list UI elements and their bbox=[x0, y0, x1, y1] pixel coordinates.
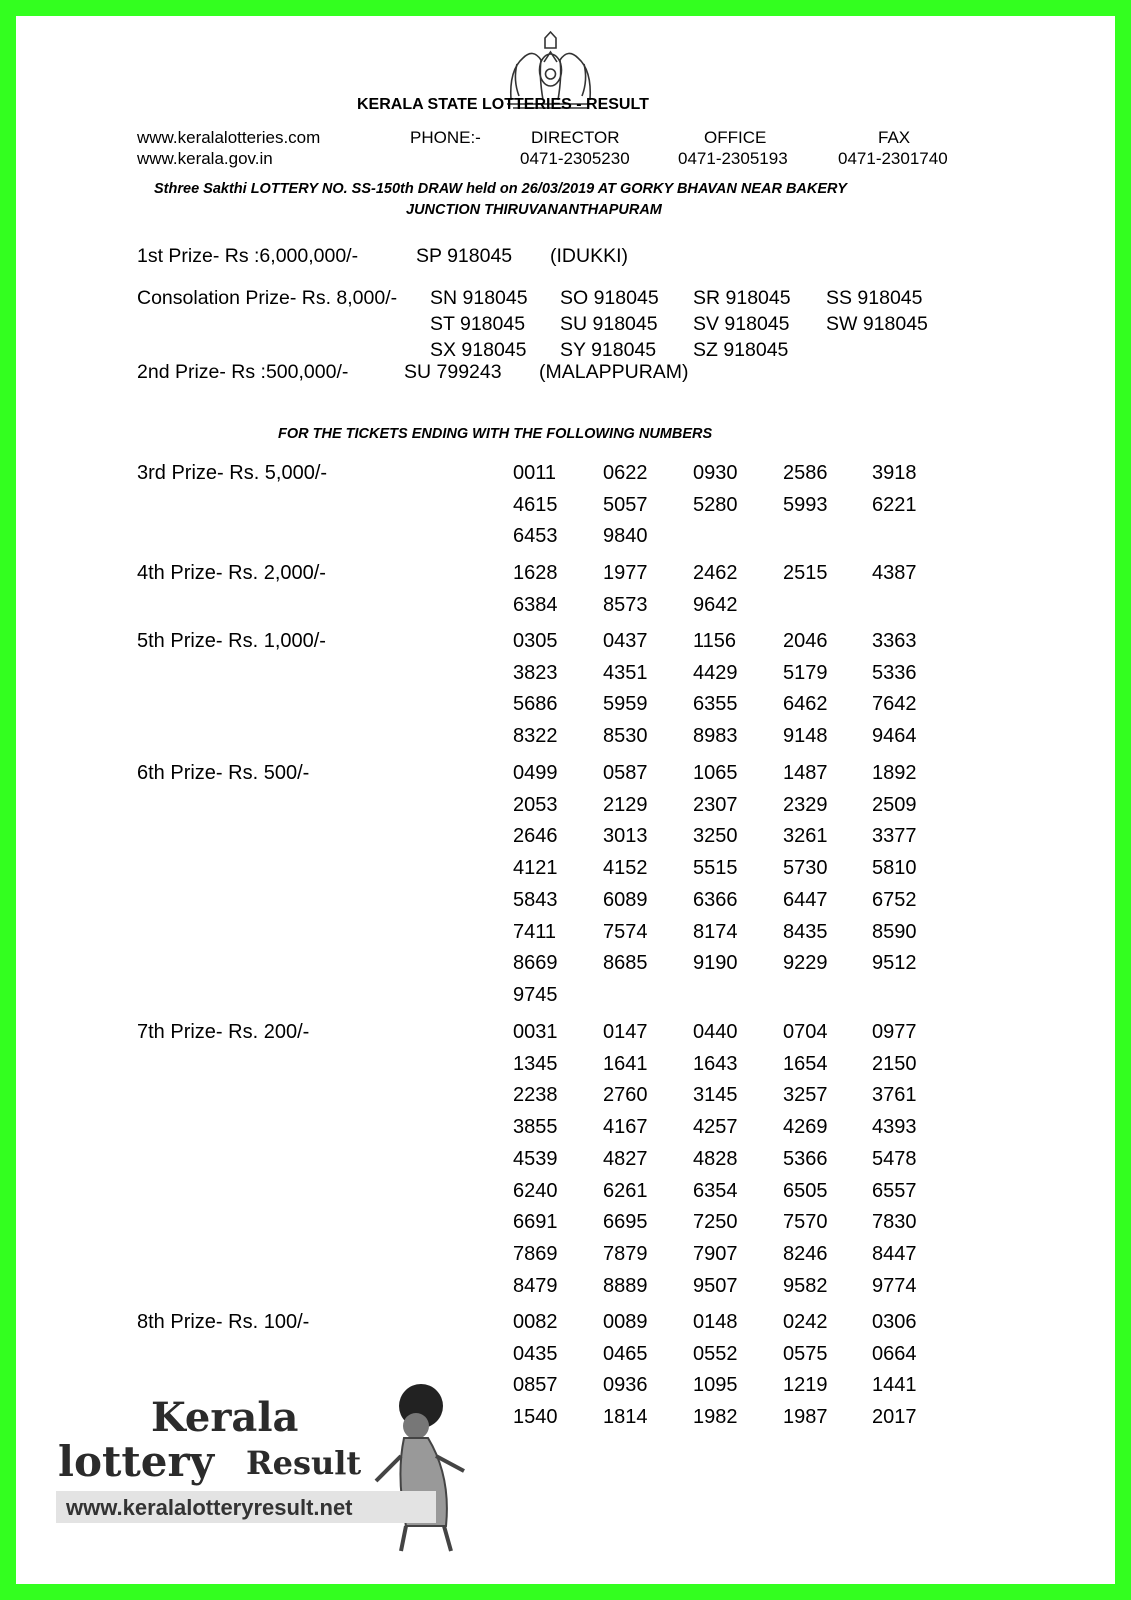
winning-number: 0148 bbox=[693, 1311, 738, 1333]
consolation-ticket: SN 918045 bbox=[430, 287, 528, 309]
winning-number: 8246 bbox=[783, 1242, 828, 1265]
winning-number: 7574 bbox=[603, 920, 648, 943]
winning-number: 4152 bbox=[603, 857, 648, 880]
winning-number: 8983 bbox=[693, 725, 738, 748]
winning-number: 5730 bbox=[783, 857, 828, 880]
winning-number: 2509 bbox=[872, 793, 917, 816]
consolation-ticket: ST 918045 bbox=[430, 313, 526, 335]
consolation-ticket: SZ 918045 bbox=[693, 339, 789, 361]
prize-label: 4th Prize- Rs. 2,000/- bbox=[137, 562, 326, 584]
draw-info-line-2: JUNCTION THIRUVANANTHAPURAM bbox=[406, 202, 662, 218]
consolation-ticket: SO 918045 bbox=[560, 287, 659, 309]
winning-number: 5057 bbox=[603, 493, 648, 516]
winning-number: 1654 bbox=[783, 1052, 828, 1075]
winning-number: 7907 bbox=[693, 1242, 738, 1265]
winning-number: 7642 bbox=[872, 693, 917, 716]
winning-number: 2053 bbox=[513, 793, 558, 816]
winning-number: 3250 bbox=[693, 825, 738, 848]
winning-number: 8573 bbox=[603, 593, 648, 616]
winning-number: 0930 bbox=[693, 462, 738, 484]
winning-number: 1095 bbox=[693, 1374, 738, 1397]
winning-number: 2307 bbox=[693, 793, 738, 816]
winning-number: 1977 bbox=[603, 562, 648, 584]
winning-number: 5686 bbox=[513, 693, 558, 716]
winning-number: 4167 bbox=[603, 1116, 648, 1139]
winning-number: 1345 bbox=[513, 1052, 558, 1075]
logo-text-result: Result bbox=[246, 1444, 362, 1482]
winning-number: 0242 bbox=[783, 1311, 828, 1333]
winning-number: 2329 bbox=[783, 793, 828, 816]
kerala-lottery-result-logo bbox=[56, 1376, 496, 1576]
winning-number: 0089 bbox=[603, 1311, 648, 1333]
winning-number: 9464 bbox=[872, 725, 917, 748]
winning-number: 6505 bbox=[783, 1179, 828, 1202]
winning-number: 0857 bbox=[513, 1374, 558, 1397]
winning-number: 8322 bbox=[513, 725, 558, 748]
winning-number: 3013 bbox=[603, 825, 648, 848]
winning-number: 9507 bbox=[693, 1274, 738, 1297]
fax-label: FAX bbox=[878, 128, 911, 147]
first-prize-ticket: SP 918045 bbox=[416, 245, 513, 267]
consolation-ticket: SX 918045 bbox=[430, 339, 527, 361]
winning-number: 6752 bbox=[872, 888, 917, 911]
mascot-icon bbox=[376, 1384, 464, 1551]
winning-number: 8435 bbox=[783, 920, 828, 943]
winning-number: 4615 bbox=[513, 493, 558, 516]
winning-number: 7869 bbox=[513, 1242, 558, 1265]
winning-number: 8447 bbox=[872, 1242, 917, 1265]
winning-number: 0575 bbox=[783, 1342, 828, 1365]
consolation-ticket: SY 918045 bbox=[560, 339, 657, 361]
winning-number: 2238 bbox=[513, 1084, 558, 1107]
winning-number: 9745 bbox=[513, 983, 558, 1006]
winning-number: 9642 bbox=[693, 593, 738, 616]
winning-number: 6557 bbox=[872, 1179, 917, 1202]
consolation-ticket: SS 918045 bbox=[826, 287, 923, 309]
winning-number: 0305 bbox=[513, 630, 558, 652]
second-prize-ticket: SU 799243 bbox=[404, 361, 502, 383]
consolation-ticket: SR 918045 bbox=[693, 287, 791, 309]
winning-number: 6462 bbox=[783, 693, 828, 716]
consolation-ticket: SU 918045 bbox=[560, 313, 658, 335]
winning-number: 6695 bbox=[603, 1211, 648, 1234]
winning-number: 4429 bbox=[693, 661, 738, 684]
winning-number: 5179 bbox=[783, 661, 828, 684]
winning-number: 0977 bbox=[872, 1021, 917, 1043]
winning-number: 0465 bbox=[603, 1342, 648, 1365]
winning-number: 1219 bbox=[783, 1374, 828, 1397]
logo-text-kerala: Kerala bbox=[151, 1394, 299, 1441]
winning-number: 7570 bbox=[783, 1211, 828, 1234]
winning-number: 0082 bbox=[513, 1311, 558, 1333]
consolation-ticket: SV 918045 bbox=[693, 313, 790, 335]
winning-number: 1065 bbox=[693, 762, 738, 784]
winning-number: 1540 bbox=[513, 1406, 558, 1429]
winning-number: 3855 bbox=[513, 1116, 558, 1139]
prize-label: 7th Prize- Rs. 200/- bbox=[137, 1021, 310, 1043]
winning-number: 4257 bbox=[693, 1116, 738, 1139]
first-prize-label: 1st Prize- Rs :6,000,000/- bbox=[137, 245, 359, 267]
winning-number: 0704 bbox=[783, 1021, 828, 1043]
winning-number: 0664 bbox=[872, 1342, 917, 1365]
winning-number: 5515 bbox=[693, 857, 738, 880]
winning-number: 3918 bbox=[872, 462, 917, 484]
prize-label: 8th Prize- Rs. 100/- bbox=[137, 1311, 310, 1333]
second-prize-place: (MALAPPURAM) bbox=[539, 361, 689, 383]
winning-number: 0147 bbox=[603, 1021, 648, 1043]
website-link-1[interactable]: www.keralalotteries.com bbox=[137, 128, 321, 147]
winning-number: 5959 bbox=[603, 693, 648, 716]
winning-number: 0440 bbox=[693, 1021, 738, 1043]
winning-number: 6691 bbox=[513, 1211, 558, 1234]
winning-number: 2462 bbox=[693, 562, 738, 584]
winning-number: 6089 bbox=[603, 888, 648, 911]
winning-number: 8530 bbox=[603, 725, 648, 748]
winning-number: 3823 bbox=[513, 661, 558, 684]
draw-info-line-1: Sthree Sakthi LOTTERY NO. SS-150th DRAW held on 26/03/2019 AT GORKY BHAVAN NEAR BAKERY bbox=[154, 181, 847, 197]
website-link-2[interactable]: www.kerala.gov.in bbox=[137, 149, 273, 168]
winning-number: 9190 bbox=[693, 952, 738, 975]
winning-number: 2046 bbox=[783, 630, 828, 652]
winning-number: 2646 bbox=[513, 825, 558, 848]
winning-number: 9774 bbox=[872, 1274, 917, 1297]
winning-number: 2586 bbox=[783, 462, 828, 484]
winning-number: 0011 bbox=[513, 462, 557, 484]
director-label: DIRECTOR bbox=[531, 128, 620, 147]
winning-number: 6366 bbox=[693, 888, 738, 911]
winning-number: 4351 bbox=[603, 661, 648, 684]
winning-number: 5993 bbox=[783, 493, 828, 516]
winning-number: 4387 bbox=[872, 562, 917, 584]
winning-number: 0587 bbox=[603, 762, 648, 784]
result-sheet bbox=[16, 16, 1115, 1584]
winning-number: 0435 bbox=[513, 1342, 558, 1365]
winning-number: 1487 bbox=[783, 762, 828, 784]
winning-number: 0437 bbox=[603, 630, 648, 652]
winning-number: 4827 bbox=[603, 1147, 648, 1170]
winning-number: 6453 bbox=[513, 525, 558, 548]
winning-number: 6447 bbox=[783, 888, 828, 911]
logo-text-lottery: lottery bbox=[58, 1437, 215, 1486]
winning-number: 8669 bbox=[513, 952, 558, 975]
phone-label: PHONE:- bbox=[410, 128, 481, 147]
winning-number: 2150 bbox=[872, 1052, 917, 1075]
winning-number: 3761 bbox=[872, 1084, 917, 1107]
prize-label: 3rd Prize- Rs. 5,000/- bbox=[137, 462, 328, 484]
winning-number: 6354 bbox=[693, 1179, 738, 1202]
winning-number: 1641 bbox=[603, 1052, 648, 1075]
winning-number: 9582 bbox=[783, 1274, 828, 1297]
winning-number: 7879 bbox=[603, 1242, 648, 1265]
office-label: OFFICE bbox=[704, 128, 767, 147]
winning-number: 1892 bbox=[872, 762, 917, 784]
logo-url: www.keralalotteryresult.net bbox=[66, 1495, 353, 1520]
winning-number: 8685 bbox=[603, 952, 648, 975]
winning-number: 4539 bbox=[513, 1147, 558, 1170]
winning-number: 0622 bbox=[603, 462, 648, 484]
winning-number: 2017 bbox=[872, 1406, 917, 1429]
winning-number: 4269 bbox=[783, 1116, 828, 1139]
winning-number: 2129 bbox=[603, 793, 648, 816]
first-prize-place: (IDUKKI) bbox=[550, 245, 628, 267]
winning-number: 1643 bbox=[693, 1052, 738, 1075]
winning-number: 9229 bbox=[783, 952, 828, 975]
winning-number: 8174 bbox=[693, 920, 738, 943]
winning-number: 5366 bbox=[783, 1147, 828, 1170]
winning-number: 6261 bbox=[603, 1179, 648, 1202]
winning-number: 3363 bbox=[872, 630, 917, 652]
winning-number: 7250 bbox=[693, 1211, 738, 1234]
director-phone: 0471-2305230 bbox=[520, 149, 630, 168]
winning-number: 6355 bbox=[693, 693, 738, 716]
second-prize-label: 2nd Prize- Rs :500,000/- bbox=[137, 361, 349, 383]
winning-number: 5336 bbox=[872, 661, 917, 684]
prize-label: 5th Prize- Rs. 1,000/- bbox=[137, 630, 326, 652]
winning-number: 0306 bbox=[872, 1311, 917, 1333]
winning-number: 3145 bbox=[693, 1084, 738, 1107]
winning-number: 4828 bbox=[693, 1147, 738, 1170]
winning-number: 1814 bbox=[603, 1406, 648, 1429]
winning-number: 9512 bbox=[872, 952, 917, 975]
page-title: KERALA STATE LOTTERIES - RESULT bbox=[357, 96, 649, 113]
winning-number: 1982 bbox=[693, 1406, 738, 1429]
winning-number: 4393 bbox=[872, 1116, 917, 1139]
consolation-ticket: SW 918045 bbox=[826, 313, 928, 335]
winning-number: 5810 bbox=[872, 857, 917, 880]
winning-number: 5843 bbox=[513, 888, 558, 911]
winning-number: 0936 bbox=[603, 1374, 648, 1397]
winning-number: 5478 bbox=[872, 1147, 917, 1170]
winning-number: 6221 bbox=[872, 493, 917, 516]
winning-number: 8889 bbox=[603, 1274, 648, 1297]
ending-numbers-note: FOR THE TICKETS ENDING WITH THE FOLLOWING NUMBERS bbox=[278, 426, 713, 442]
winning-number: 0552 bbox=[693, 1342, 738, 1365]
winning-number: 1628 bbox=[513, 562, 558, 584]
winning-number: 3257 bbox=[783, 1084, 828, 1107]
winning-number: 5280 bbox=[693, 493, 738, 516]
fax-phone: 0471-2301740 bbox=[838, 149, 948, 168]
winning-number: 9840 bbox=[603, 525, 648, 548]
winning-number: 7411 bbox=[513, 920, 557, 943]
prize-label: 6th Prize- Rs. 500/- bbox=[137, 762, 310, 784]
winning-number: 8590 bbox=[872, 920, 917, 943]
winning-number: 0499 bbox=[513, 762, 558, 784]
winning-number: 1156 bbox=[693, 630, 737, 652]
winning-number: 1441 bbox=[872, 1374, 917, 1397]
winning-number: 2515 bbox=[783, 562, 828, 584]
winning-number: 6240 bbox=[513, 1179, 558, 1202]
winning-number: 3261 bbox=[783, 825, 828, 848]
winning-number: 1987 bbox=[783, 1406, 828, 1429]
winning-number: 8479 bbox=[513, 1274, 558, 1297]
winning-number: 2760 bbox=[603, 1084, 648, 1107]
winning-number: 4121 bbox=[513, 857, 558, 880]
office-phone: 0471-2305193 bbox=[678, 149, 788, 168]
winning-number: 6384 bbox=[513, 593, 558, 616]
winning-number: 3377 bbox=[872, 825, 917, 848]
winning-number: 0031 bbox=[513, 1021, 558, 1043]
consolation-prize-label: Consolation Prize- Rs. 8,000/- bbox=[137, 287, 398, 309]
winning-number: 9148 bbox=[783, 725, 828, 748]
winning-number: 7830 bbox=[872, 1211, 917, 1234]
